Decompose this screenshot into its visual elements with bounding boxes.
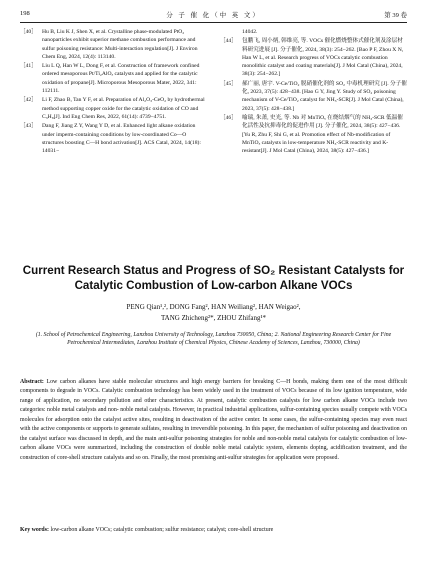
references-left-column — [20, 28, 206, 156]
reference-number: ［45］ — [220, 80, 237, 87]
references-right-column — [220, 28, 408, 156]
page-number: 198 — [20, 10, 30, 17]
reference-text: 14042. — [242, 29, 258, 35]
authors-line: TANG Zhicheng²*, ZHOU Zhifang¹* — [160, 314, 267, 322]
reference-item — [20, 96, 206, 121]
affiliation: (1. School of Petrochemical Engineering, Lanzhou University of Technology, Lanzhou 730050, China; 2. National Engineering Research Center for Fine Petrochemical Intermediates, Lanzhou Institute of Chemical Physics, Chinese Academy of Sciences, Lanzhou, 730000, China) — [35, 332, 392, 347]
reference-text: Dang F, Jiang Z Y, Wang Y D, et al. Enhanced light alkane oxidation under imperm-containing conditions by low-coordinated Co—O structures boosting C—H bond activation[J]. ACS Catal, 2024, 14(18): 14031− — [42, 123, 201, 155]
abstract-label: Abstract: — [20, 379, 44, 385]
running-header — [20, 10, 407, 22]
reference-text: 郝广丽, 唐宇. V-Ce/TiO₂ 脱硝催化剂的 SO₂ 中毒机理研究 [J]. 分子催化, 2023, 37(5): 428−438. [Hao G Y, Jing Y. Study of SO₂ poisoning mechanism of V-Ce/TiO₂ catalyst for NH₃-SCR[J]. J Mol Catal (China), 2023, 37(5): 428−438.] — [242, 80, 407, 112]
reference-number: ［46］ — [220, 114, 237, 121]
paper-title: Current Research Status and Progress of SO₂ Resistant Catalysts for Catalytic Combustion of Low-carbon Alkane VOCs — [22, 264, 405, 292]
reference-text: Li F, Zhao B, Tan Y F, et al. Preparation of Al₂O₃-CeO₂ by hydrothermal method supporting copper oxide for the catalytic oxidation of CO and C₃H₈[J]. Ind Eng Chem Res, 2022, 61(14): 4739−4751. — [42, 97, 205, 120]
keywords — [20, 526, 407, 535]
abstract — [20, 378, 407, 463]
volume-label: 第 39 卷 — [384, 12, 407, 19]
author-list — [20, 302, 407, 324]
reference-item — [20, 28, 206, 61]
reference-item — [20, 62, 206, 95]
reference-item — [220, 80, 408, 113]
reference-number: ［44］ — [220, 38, 237, 45]
keywords-text: low-carbon alkane VOCs; catalytic combustion; sulfur resistance; catalyst; core-shell structure — [50, 527, 274, 533]
journal-name: 分 子 催 化（中 英 文） — [166, 12, 261, 19]
reference-number: ［40］ — [20, 29, 37, 35]
reference-item — [20, 122, 206, 155]
reference-text: Liu L Q, Han W L, Dong F, et al. Construction of framework confined ordered mesoporous Pt/Ti₂AlOₓ catalysts and applied for the catalytic oxidation of propane[J]. Microporous Mesoporous Mater, 2022, 341: 112111. — [42, 63, 200, 95]
keywords-label: Key words: — [20, 527, 49, 533]
reference-text: 包鹏飞, 周小炳, 韩维亮, 等. VOCs 催化燃烧整体式催化剂及涂层材料研究进展 [J]. 分子催化, 2024, 38(3): 254−262. [Bao P F, Zhou X N, Han W L, et al. Research progress of VOCs catalytic combustion monolithic catalyst and coating materials[J]. J Mol Catal (China), 2024, 38(3): 254−262.] — [242, 38, 404, 78]
reference-text: Hu B, Liu K J, Shen X, et al. Crystalline phase-modulated PtO₂ nanoparticles exhibit superior methane combustion performance and sulfur poisoning resistance: Multi-interaction regulation[J]. J Environ Chem Eng, 2024, 12(4): 113140. — [42, 29, 198, 60]
reference-text: 喻瑞, 朱萧, 史光, 等. Nb 对 MnTiOₓ 在烧结烟气的 NH₃-SCR 低温催化活性及抗抑毒化的促进作用 [J]. 分子催化, 2024, 38(5): 427−436. [Yu R, Zhu F, Shi G, et al. Promotion effect of Nb-modification of MnTiOₓ catalysts in low-temperature NH₃-SCR reactivity and K-resistant[J]. J Mol Catal (China), 2024, 38(5): 427−436.] — [242, 114, 403, 155]
authors-line: PENG Qian¹,², DONG Fang², HAN Weiliang², HAN Weigao², — [126, 303, 301, 311]
reference-item — [220, 28, 408, 36]
header-rule — [20, 22, 407, 23]
reference-item — [220, 114, 408, 155]
reference-number: ［42］ — [20, 97, 37, 104]
reference-number: ［41］ — [20, 63, 37, 70]
reference-item — [220, 37, 408, 78]
abstract-text: Low carbon alkanes have stable molecular structures and high energy barriers for breaking C—H bonds, making them one of the most difficult components to degrade in VOCs. Catalytic combustion technology has been widely used in the treatment of VOCs because of its low ignition temperature, wide range of application, no secondary pollution and other characteristics. At present, catalytic combustion catalysts for low carbon alkane VOCs include two categories: noble metal catalysts and non- noble metal catalysts. However, in practical industrial applications, sulfur-containing species usually compete with VOCs molecules for adsorption onto the catalyst active sites, resulting in deactivation of the active center. In some cases, the sulfur-containing species may even react with the active components or supports to generate sulfates, resulting in irreversible poisoning. In this paper, the mechanism of sulfur poisoning and deactivation on the catalyst surface was discussed in depth, and the main anti-sulfur poisoning strategies for noble and non-noble metal catalysts for catalytic combustion of low-carbon alkane VOCs were summarized, including the construction of double noble metal catalytic system, elements doping, acidification treatment, and the construction of core-shell structure catalysts and so on. Finally, the most promising anti-sulfur strategies for application were proposed. — [20, 379, 407, 461]
reference-number: ［43］ — [20, 123, 37, 130]
